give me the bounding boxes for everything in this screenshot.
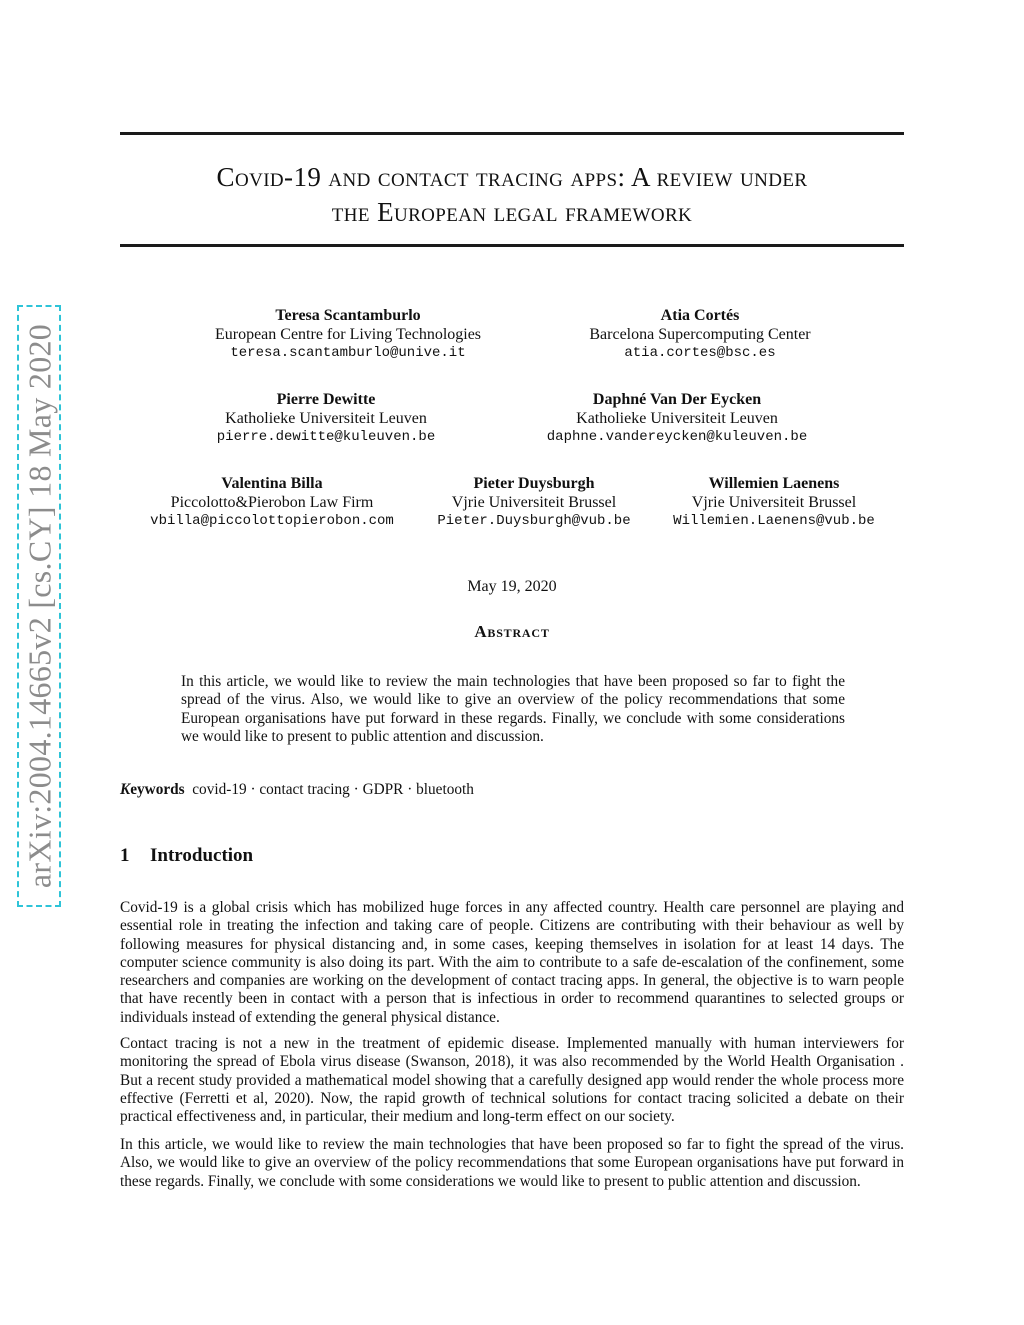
body-paragraph: Covid-19 is a global crisis which has mobilized huge forces in any affected country. Health care personnel are playing and essential role in treating the infection and taking care of people. Citizens are contributing with their behaviour as well by following measures for physical distancing and, in some cases, keeping themselves in isolation for at least 14 days. The computer science community is also doing its part. With the aim to contribute to a safe de-escalation of the confinement, some researchers and companies are working on the development of contact tracing apps. In general, the objective is to warn people that have recently been in contact with a person that is infectious in order to recommend quarantines to selected groups or individuals instead of extending the general physical distance.	[120, 899, 904, 1026]
paper-title-line-1: Covid-19 and contact tracing apps: A review under	[216, 162, 808, 192]
author-email[interactable]: teresa.scantamburlo@unive.it	[230, 345, 466, 361]
section-title: Introduction	[150, 845, 254, 866]
keywords-line	[120, 781, 474, 799]
keywords-label-rest: eywords	[130, 781, 185, 798]
author-affiliation: Barcelona Supercomputing Center	[589, 325, 811, 343]
author-block	[589, 307, 810, 363]
author-block	[217, 391, 435, 447]
author-name: Teresa Scantamburlo	[275, 307, 421, 324]
author-affiliation: Katholieke Universiteit Leuven	[225, 409, 427, 427]
author-block	[215, 307, 481, 363]
body-paragraph: In this article, we would like to review the main technologies that have been proposed so far to fight the spread of the virus. Also, we would like to give an overview of the policy recommendations that some European organisations have put forward in these regards. Finally, we conclude with some considerations we would like to present to public attention and discussion.	[120, 1136, 904, 1190]
keywords-label	[120, 781, 185, 798]
author-email[interactable]: vbilla@piccolottopierobon.com	[150, 513, 394, 529]
author-affiliation: Vjrie Universiteit Brussel	[691, 493, 857, 511]
author-block	[547, 391, 807, 447]
author-name: Daphné Van Der Eycken	[592, 391, 762, 408]
author-email[interactable]: Pieter.Duysburgh@vub.be	[437, 513, 631, 529]
keywords-text: covid-19 · contact tracing · GDPR · bluetooth	[192, 781, 474, 798]
author-affiliation: Katholieke Universiteit Leuven	[576, 409, 778, 427]
author-name: Atia Cortés	[660, 307, 740, 324]
author-name: Willemien Laenens	[708, 475, 840, 492]
author-email[interactable]: Willemien.Laenens@vub.be	[673, 513, 875, 529]
title-rule-bottom	[120, 244, 904, 247]
author-block	[673, 475, 875, 531]
arxiv-identifier: arXiv:2004.14665v2 [cs.CY] 18 May 2020	[21, 323, 58, 889]
section-number: 1	[120, 845, 130, 866]
abstract-heading: Abstract	[474, 622, 550, 641]
author-name: Pieter Duysburgh	[473, 475, 595, 492]
title-rule-top	[120, 132, 904, 135]
abstract-text: In this article, we would like to review the main technologies that have been proposed so far to fight the spread of the virus. Also, we would like to give an overview of the policy recommendations that some European organisations have put forward in these regards. Finally, we conclude with some considerations we would like to present to public attention and discussion.	[181, 673, 845, 745]
author-email[interactable]: daphne.vandereycken@kuleuven.be	[546, 429, 808, 445]
author-email[interactable]: atia.cortes@bsc.es	[624, 345, 776, 361]
body-paragraph: Contact tracing is not a new in the treatment of epidemic disease. Implemented manually with human interviewers for monitoring the spread of Ebola virus disease (Swanson, 2018), it was also recommended by the World Health Organisation . But a recent study provided a mathematical model showing that a carefully designed app would render the whole process more effective (Ferretti et al, 2020). Now, the rapid growth of technical solutions for contact tracing solicited a debate on their practical effectiveness and, in particular, their medium and long-term effect on our society.	[120, 1035, 904, 1125]
author-email[interactable]: pierre.dewitte@kuleuven.be	[216, 429, 436, 445]
author-name: Valentina Billa	[221, 475, 323, 492]
section-heading	[120, 845, 253, 867]
paper-title-line-2: the European legal framework	[331, 197, 693, 227]
publication-date: May 19, 2020	[467, 578, 557, 595]
author-block	[150, 475, 394, 531]
author-name: Pierre Dewitte	[276, 391, 376, 408]
author-affiliation: Vjrie Universiteit Brussel	[451, 493, 617, 511]
author-affiliation: European Centre for Living Technologies	[214, 325, 482, 343]
keywords-label-initial: K	[120, 781, 131, 798]
author-affiliation: Piccolotto&Pierobon Law Firm	[170, 493, 374, 511]
author-block	[437, 475, 630, 531]
